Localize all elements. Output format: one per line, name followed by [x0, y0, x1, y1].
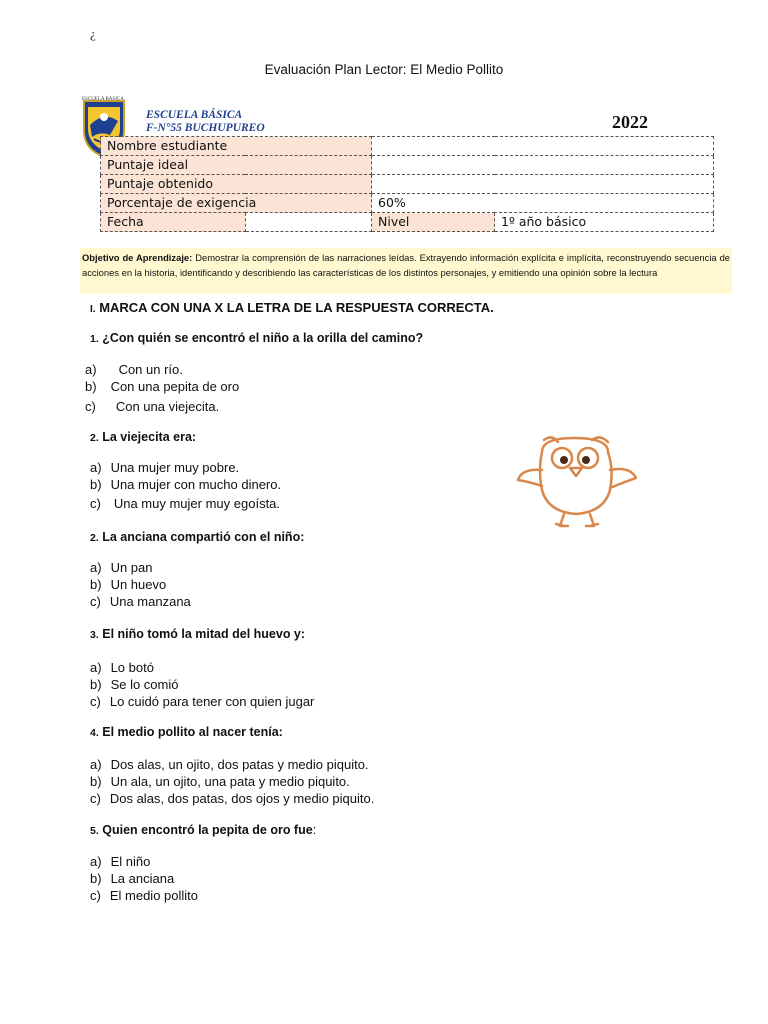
logo-text: ESCUELA BASICA — [82, 97, 124, 102]
question-3 — [90, 530, 304, 544]
list-item[interactable]: a) El niño — [90, 854, 151, 869]
school-name — [146, 109, 265, 135]
question-5 — [90, 725, 283, 739]
value-puntaje-ideal[interactable] — [372, 156, 714, 175]
label-nombre: Nombre estudiante — [101, 137, 372, 156]
question-4 — [90, 627, 305, 641]
value-porcentaje: 60% — [372, 194, 714, 213]
value-puntaje-obtenido[interactable] — [372, 175, 714, 194]
list-item[interactable]: a) Con un río. — [85, 362, 183, 377]
table-row — [101, 194, 714, 213]
list-item[interactable]: b) La anciana — [90, 871, 175, 886]
question-number: 1. — [90, 333, 99, 345]
question-6 — [90, 823, 316, 837]
options-q1 — [85, 361, 239, 415]
options-q4 — [90, 659, 314, 710]
table-row — [101, 213, 714, 232]
list-item[interactable]: c) El medio pollito — [90, 888, 198, 903]
objective-label: Objetivo de Aprendizaje: — [82, 252, 193, 263]
question-1 — [90, 331, 423, 345]
objective-text: Demostrar la comprensión de las narraciones leídas. Extrayendo información explícita e implícita, reconstruyendo secuencia de acciones en la historia, identificando y describiendo las características de los distintos personajes, y emitiendo una opinión sobre la lectura — [82, 252, 730, 279]
value-nombre[interactable] — [372, 137, 714, 156]
list-item[interactable]: a) Una mujer muy pobre. — [90, 460, 240, 475]
list-item[interactable]: b) Se lo comió — [90, 677, 179, 692]
learning-objective — [80, 248, 732, 294]
list-item[interactable]: b) Con una pepita de oro — [85, 379, 240, 394]
question-text: La anciana compartió con el niño: — [102, 530, 305, 544]
question-number: 3. — [90, 629, 99, 641]
options-q3 — [90, 559, 191, 610]
list-item[interactable]: c) Una manzana — [90, 594, 191, 609]
label-porcentaje: Porcentaje de exigencia — [101, 194, 372, 213]
question-text: Quien encontró la pepita de oro fue — [102, 823, 313, 837]
question-number: 5. — [90, 825, 99, 837]
list-item[interactable]: c) Con una viejecita. — [85, 399, 220, 414]
question-text: El medio pollito al nacer tenía: — [102, 725, 283, 739]
label-nivel: Nivel — [372, 213, 495, 232]
options-q2 — [90, 459, 281, 512]
list-item[interactable]: b) Un huevo — [90, 577, 167, 592]
question-text: La viejecita era: — [102, 430, 197, 444]
list-item[interactable]: b) Una mujer con mucho dinero. — [90, 477, 282, 492]
options-q6 — [90, 853, 198, 904]
table-row — [101, 137, 714, 156]
question-number: 2. — [90, 432, 99, 444]
student-info-table — [100, 136, 714, 232]
label-puntaje-obtenido: Puntaje obtenido — [101, 175, 372, 194]
page-title: Evaluación Plan Lector: El Medio Pollito — [264, 62, 504, 77]
label-fecha: Fecha — [101, 213, 246, 232]
list-item[interactable]: a) Lo botó — [90, 660, 154, 675]
list-item[interactable]: c) Una muy mujer muy egoísta. — [90, 496, 281, 511]
list-item[interactable]: b) Un ala, un ojito, una pata y medio piquito. — [90, 774, 350, 789]
owl-illustration — [512, 430, 647, 530]
question-suffix: : — [312, 823, 317, 837]
corner-mark: ¿ — [90, 26, 96, 41]
table-row — [101, 175, 714, 194]
question-text: ¿Con quién se encontró el niño a la orilla del camino? — [102, 331, 424, 345]
section-title: MARCA CON UNA X LA LETRA DE LA RESPUESTA CORRECTA. — [99, 300, 494, 315]
value-nivel: 1º año básico — [495, 213, 714, 232]
table-row — [101, 156, 714, 175]
year: 2022 — [612, 112, 648, 132]
question-2 — [90, 430, 196, 444]
options-q5 — [90, 756, 374, 807]
list-item[interactable]: a) Dos alas, un ojito, dos patas y medio piquito. — [90, 757, 369, 772]
list-item[interactable]: c) Lo cuidó para tener con quien jugar — [90, 694, 315, 709]
school-line1: ESCUELA BÁSICA — [146, 109, 243, 121]
section-heading — [90, 300, 494, 315]
school-line2: F-N°55 BUCHUPUREO — [146, 122, 265, 134]
list-item[interactable]: c) Dos alas, dos patas, dos ojos y medio piquito. — [90, 791, 375, 806]
question-number: 2. — [90, 532, 99, 544]
value-fecha[interactable] — [245, 213, 371, 232]
list-item[interactable]: a) Un pan — [90, 560, 153, 575]
label-puntaje-ideal: Puntaje ideal — [101, 156, 372, 175]
question-text: El niño tomó la mitad del huevo y: — [102, 627, 306, 641]
question-number: 4. — [90, 727, 99, 739]
section-number: I. — [90, 304, 96, 315]
